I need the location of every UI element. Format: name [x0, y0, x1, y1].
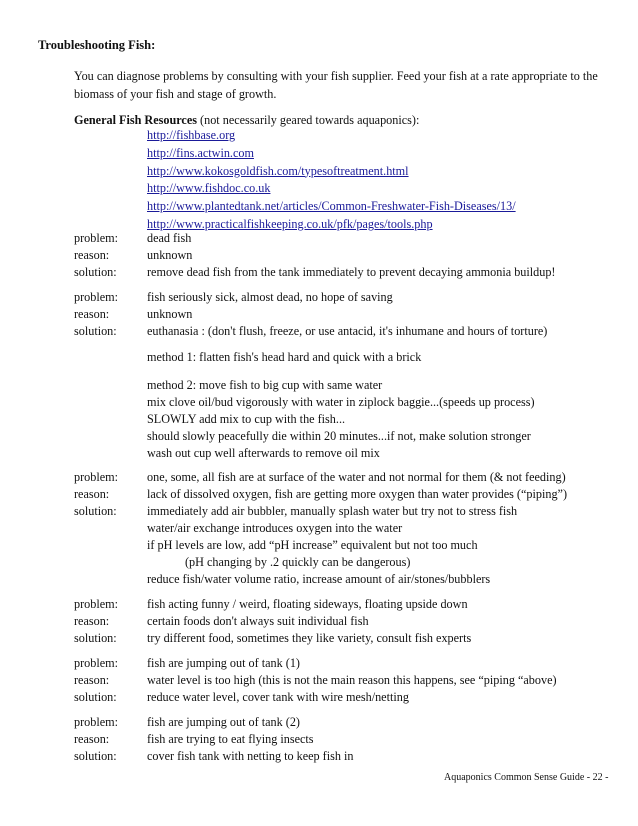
reason-row [74, 306, 192, 324]
solution-text: cover fish tank with netting to keep fish in [147, 749, 354, 763]
solution-row [74, 748, 353, 766]
solution-row [74, 630, 471, 648]
reason-label: reason: [74, 732, 110, 746]
solution-detail: water/air exchange introduces oxygen into the water [147, 521, 403, 535]
reason-text: unknown [147, 307, 193, 321]
page-footer: Aquaponics Common Sense Guide - 22 - [444, 772, 609, 783]
resource-links [147, 127, 516, 234]
problem-row [74, 714, 300, 732]
problem-label: problem: [74, 290, 119, 304]
problem-label: problem: [74, 470, 119, 484]
resource-link[interactable]: http://www.fishdoc.co.uk [147, 181, 271, 196]
problem-label: problem: [74, 715, 119, 729]
section-title: Troubleshooting Fish: [38, 38, 156, 52]
reason-label: reason: [74, 248, 110, 262]
solution-detail: should slowly peacefully die within 20 minutes...if not, make solution stronger [147, 429, 531, 443]
reason-row [74, 731, 314, 749]
solution-detail: mix clove oil/bud vigorously with water in ziplock baggie...(speeds up process) [147, 395, 535, 409]
resource-link[interactable]: http://www.plantedtank.net/articles/Common-Freshwater-Fish-Diseases/13/ [147, 199, 516, 214]
solution-detail: method 1: flatten fish's head hard and quick with a brick [147, 350, 422, 364]
resources-heading-label: General Fish Resources [74, 113, 197, 127]
problem-row [74, 655, 300, 673]
problem-text: fish seriously sick, almost dead, no hope of saving [147, 290, 393, 304]
solution-text: try different food, sometimes they like variety, consult fish experts [147, 631, 472, 645]
intro-paragraph: You can diagnose problems by consulting with your fish supplier. Feed your fish at a rate appropriate to the biomass of your fish and stage of growth. [74, 69, 598, 101]
solution-detail: SLOWLY add mix to cup with the fish... [147, 412, 346, 426]
problem-label: problem: [74, 597, 119, 611]
solution-detail: reduce fish/water volume ratio, increase amount of air/stones/bubblers [147, 572, 491, 586]
solution-text: immediately add air bubbler, manually splash water but try not to stress fish [147, 504, 518, 518]
solution-text: remove dead fish from the tank immediately to prevent decaying ammonia buildup! [147, 265, 556, 279]
resource-link[interactable]: http://www.kokosgoldfish.com/typesoftreatment.html [147, 163, 409, 178]
solution-row [74, 689, 409, 707]
reason-text: lack of dissolved oxygen, fish are getting more oxygen than water provides (“piping”) [147, 487, 568, 501]
solution-text: reduce water level, cover tank with wire mesh/netting [147, 690, 409, 704]
problem-text: fish are jumping out of tank (2) [147, 715, 300, 729]
solution-detail: method 2: move fish to big cup with same water [147, 378, 383, 392]
resources-note: (not necessarily geared towards aquaponics): [197, 113, 420, 127]
solution-label: solution: [74, 324, 117, 338]
reason-row [74, 247, 192, 265]
problem-text: one, some, all fish are at surface of the water and not normal for them (& not feeding) [147, 470, 566, 484]
reason-label: reason: [74, 673, 110, 687]
solution-detail: if pH levels are low, add “pH increase” equivalent but not too much [147, 538, 478, 552]
reason-row [74, 672, 557, 690]
solution-row [74, 323, 547, 341]
reason-text: certain foods don't always suit individual fish [147, 614, 369, 628]
reason-text: fish are trying to eat flying insects [147, 732, 314, 746]
problem-text: fish are jumping out of tank (1) [147, 656, 300, 670]
solution-label: solution: [74, 631, 117, 645]
reason-row [74, 486, 567, 504]
solution-detail: (pH changing by .2 quickly can be dangerous) [185, 555, 411, 569]
problem-row [74, 596, 468, 614]
resource-link[interactable]: http://fins.actwin.com [147, 145, 254, 160]
reason-row [74, 613, 369, 631]
solution-text: euthanasia : (don't flush, freeze, or use antacid, it's inhumane and hours of torture) [147, 324, 548, 338]
solution-row [74, 503, 517, 521]
reason-label: reason: [74, 307, 110, 321]
problem-row [74, 289, 393, 307]
problem-text: fish acting funny / weird, floating sideways, floating upside down [147, 597, 468, 611]
problem-label: problem: [74, 656, 119, 670]
problem-row [74, 230, 191, 248]
solution-label: solution: [74, 504, 117, 518]
problem-label: problem: [74, 231, 119, 245]
reason-label: reason: [74, 614, 110, 628]
solution-row [74, 264, 556, 282]
resource-link[interactable]: http://fishbase.org [147, 128, 236, 142]
problem-row [74, 469, 566, 487]
problem-text: dead fish [147, 231, 192, 245]
resource-link[interactable]: http://www.practicalfishkeeping.co.uk/pfk/pages/tools.php [147, 216, 433, 231]
solution-detail: wash out cup well afterwards to remove oil mix [147, 446, 380, 460]
solution-label: solution: [74, 749, 117, 763]
solution-label: solution: [74, 690, 117, 704]
reason-label: reason: [74, 487, 110, 501]
reason-text: unknown [147, 248, 193, 262]
solution-label: solution: [74, 265, 117, 279]
reason-text: water level is too high (this is not the main reason this happens, see “piping “above) [147, 673, 557, 687]
